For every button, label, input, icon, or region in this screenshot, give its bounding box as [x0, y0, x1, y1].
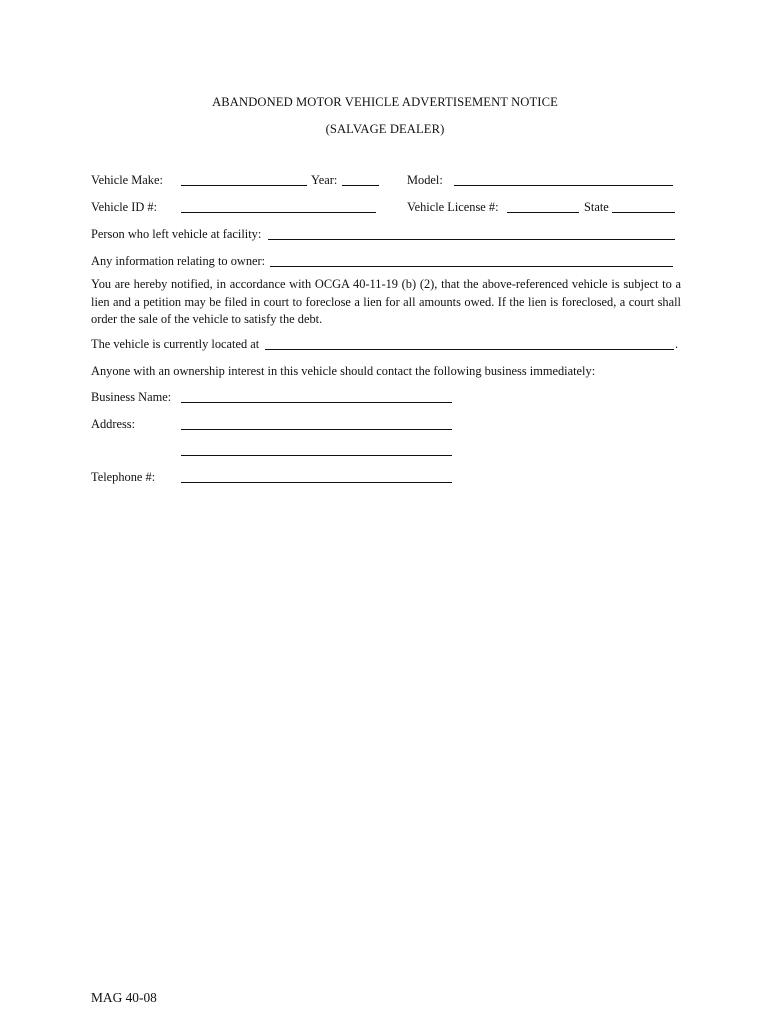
year-field[interactable]	[342, 185, 379, 186]
form-subtitle: (SALVAGE DEALER)	[325, 122, 445, 136]
telephone-field[interactable]	[181, 482, 452, 483]
address-field-line-1[interactable]	[181, 429, 452, 430]
address-field-line-2[interactable]	[181, 455, 452, 456]
vehicle-license-label: Vehicle License #:	[407, 200, 499, 214]
state-label: State	[584, 200, 609, 214]
person-left-field[interactable]	[268, 239, 675, 240]
vehicle-license-field[interactable]	[507, 212, 579, 213]
model-label: Model:	[407, 173, 443, 187]
model-field[interactable]	[454, 185, 673, 186]
vehicle-id-label: Vehicle ID #:	[91, 200, 158, 214]
year-label: Year:	[311, 173, 338, 187]
vehicle-id-field[interactable]	[181, 212, 376, 213]
vehicle-make-field[interactable]	[181, 185, 307, 186]
owner-info-field[interactable]	[270, 266, 673, 267]
form-number: MAG 40-08	[91, 990, 157, 1005]
location-label: The vehicle is currently located at	[91, 337, 260, 351]
location-field[interactable]	[265, 349, 674, 350]
location-period: .	[675, 337, 679, 351]
business-name-label: Business Name:	[91, 390, 172, 404]
notice-paragraph: You are hereby notified, in accordance with OCGA 40-11-19 (b) (2), that the above-referenced vehicle is subject to a lien and a petition may be filed in court to foreclose a lien for all amounts owed. If the lien is foreclosed, a court shall order the sale of the vehicle to satisfy the debt.	[91, 277, 681, 326]
address-label: Address:	[91, 417, 136, 431]
state-field[interactable]	[612, 212, 675, 213]
form-title: ABANDONED MOTOR VEHICLE ADVERTISEMENT NOTICE	[212, 95, 558, 109]
telephone-label: Telephone #:	[91, 470, 156, 484]
owner-info-label: Any information relating to owner:	[91, 254, 266, 268]
contact-instruction: Anyone with an ownership interest in this vehicle should contact the following business immediately:	[91, 364, 596, 378]
vehicle-make-label: Vehicle Make:	[91, 173, 163, 187]
business-name-field[interactable]	[181, 402, 452, 403]
person-left-label: Person who left vehicle at facility:	[91, 227, 262, 241]
